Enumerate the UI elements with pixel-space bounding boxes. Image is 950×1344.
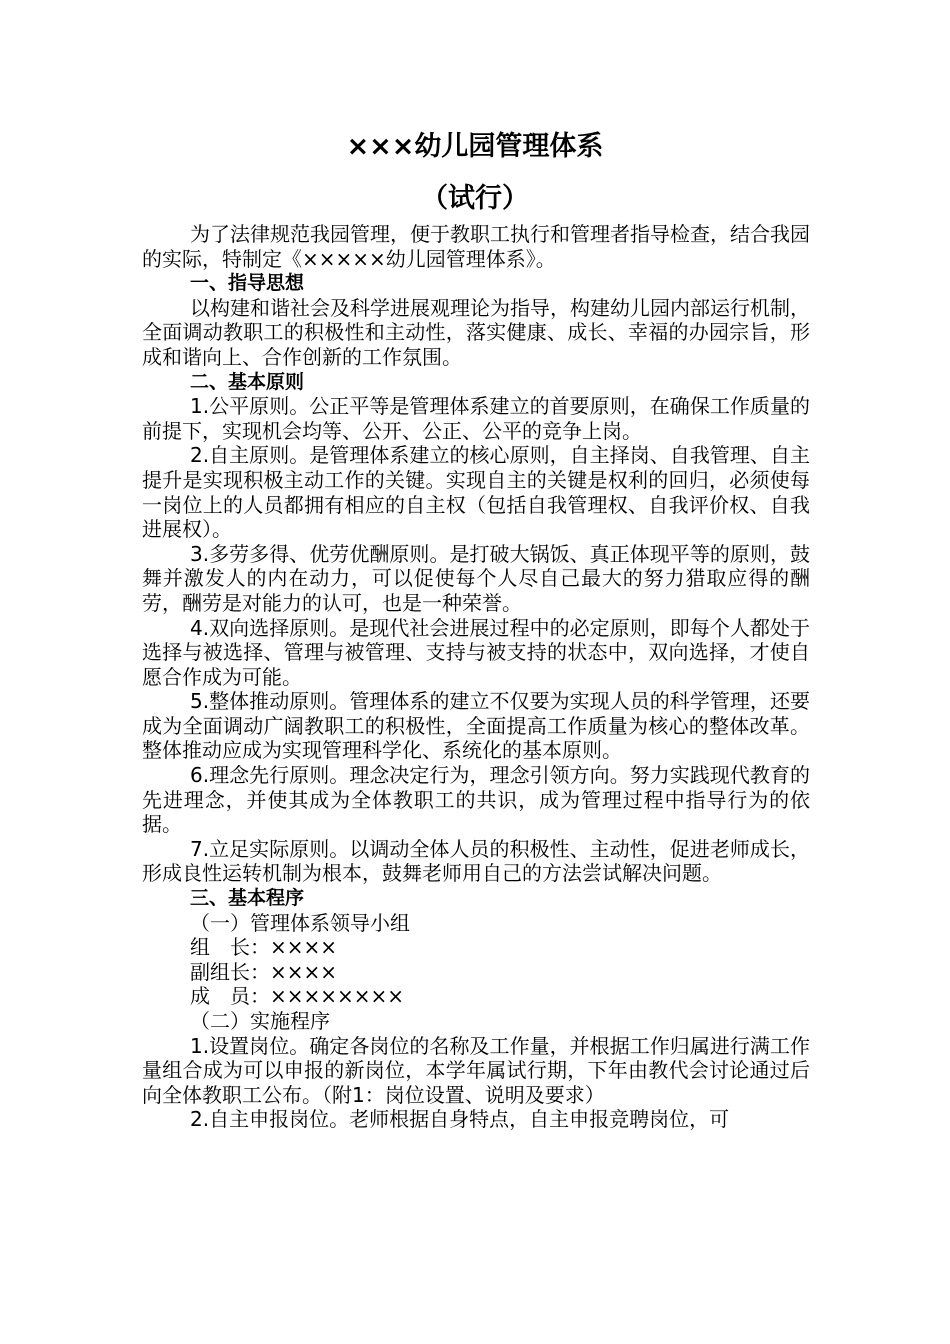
document-body [142,222,810,1132]
intro-paragraph: 为了法律规范我园管理，便于教职工执行和管理者指导检查，结合我园的实际，特制定《×××××幼儿园管理体系》。 [142,222,810,271]
principle-item: 7.立足实际原则。以调动全体人员的积极性、主动性，促进老师成长，形成良性运转机制为根本，鼓舞老师用自己的方法尝试解决问题。 [142,836,810,886]
implementation-procedure-heading: （二）实施程序 [190,1009,330,1033]
document-subtitle: （试行） [421,183,529,214]
document-title: ×××幼儿园管理体系 [346,131,604,162]
section-heading-guiding-thought: 一、指导思想 [190,272,305,295]
leadership-group-heading: （一）管理体系领导小组 [190,910,410,935]
procedure-step: 1.设置岗位。确定各岗位的名称及工作量，并根据工作归属进行满工作量组合成为可以申报的新岗位，本学年属试行期，下年由教代会讨论通过后向全体教职工公布。（附1：岗位设置、说明及要求） [142,1033,810,1107]
deputy-leader-line: 副组长：×××× [190,959,338,984]
group-leader-line: 组 长：×××× [190,935,338,960]
principle-item: 2.自主原则。是管理体系建立的核心原则，自主择岗、自我管理、自主提升是实现积极主动工作的关键。实现自主的关键是权利的回归，必须使每一岗位上的人员都拥有相应的自主权（包括自我管理权、自我评价权、自我进展权）。 [142,443,810,542]
principle-item: 4.双向选择原则。是现代社会进展过程中的必定原则，即每个人都处于选择与被选择、管理与被管理、支持与被支持的状态中，双向选择，才使自愿合作成为可能。 [142,615,810,689]
principle-item: 5.整体推动原则。管理体系的建立不仅要为实现人员的科学管理，还要成为全面调动广阔教职工的积极性，全面提高工作质量为核心的整体改革。整体推动应成为实现管理科学化、系统化的基本原则。 [142,689,810,763]
principle-item: 1.公平原则。公正平等是管理体系建立的首要原则，在确保工作质量的前提下，实现机会均等、公开、公正、公平的竞争上岗。 [142,394,810,443]
section-heading-basic-procedure: 三、基本程序 [190,887,305,910]
principle-item: 3.多劳多得、优劳优酬原则。是打破大锅饭、真正体现平等的原则，鼓舞并激发人的内在动力，可以促使每个人尽自己最大的努力猎取应得的酬劳，酬劳是对能力的认可，也是一种荣誉。 [142,541,810,615]
section-heading-basic-principles: 二、基本原则 [190,370,305,393]
procedure-step: 2.自主申报岗位。老师根据自身特点，自主申报竞聘岗位，可 [190,1107,730,1132]
guiding-thought-paragraph: 以构建和谐社会及科学进展观理论为指导，构建幼儿园内部运行机制，全面调动教职工的积极性和主动性，落实健康、成长、幸福的办园宗旨，形成和谐向上、合作创新的工作氛围。 [142,295,810,369]
principle-item: 6.理念先行原则。理念决定行为，理念引领方向。努力实践现代教育的先进理念，并使其成为全体教职工的共识，成为管理过程中指导行为的依据。 [142,763,810,837]
members-line: 成 员：×××××××× [190,984,405,1009]
